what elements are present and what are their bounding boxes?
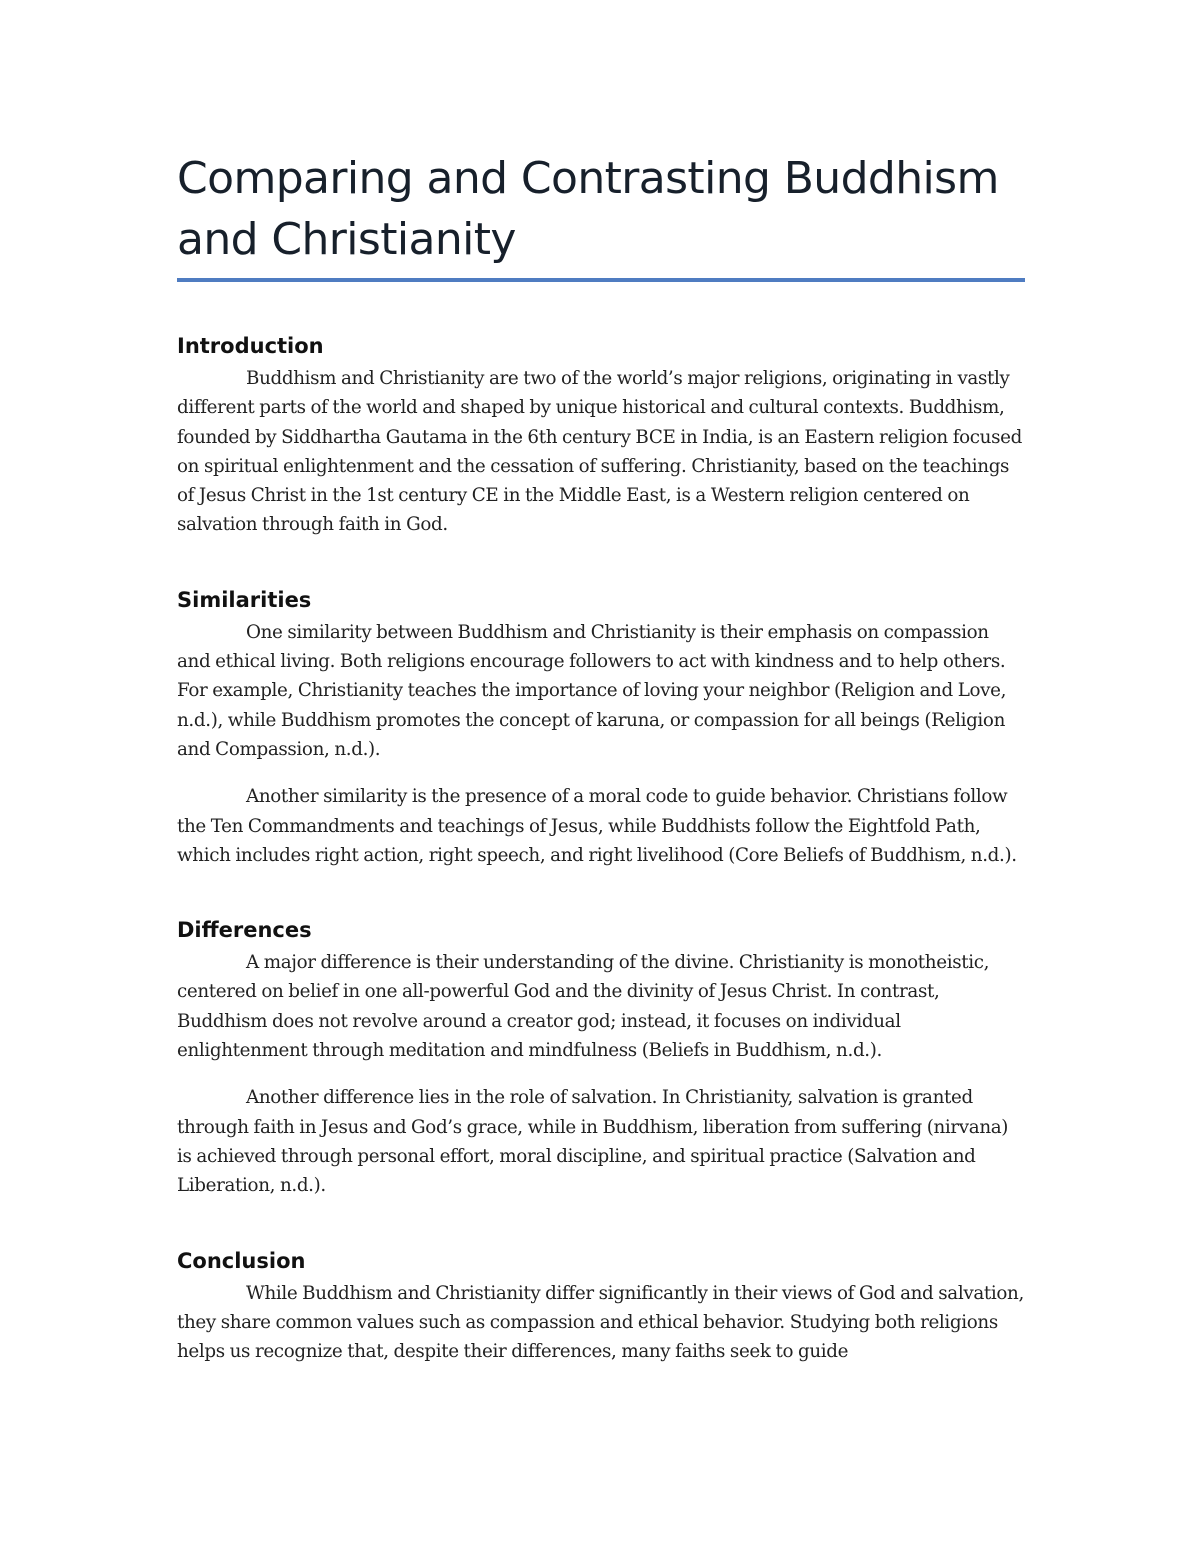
section-introduction xyxy=(177,332,1025,540)
paragraph: One similarity between Buddhism and Christianity is their emphasis on compassion and ethical living. Both religions encourage followers to act with kindness and to help others. For example, Christianity teaches the importance of loving your neighbor (Religion and Love, n.d.), while Buddhism promotes the concept of karuna, or compassion for all beings (Religion and Compassion, n.d.). xyxy=(177,621,1007,760)
paragraph: Another difference lies in the role of salvation. In Christianity, salvation is granted through faith in Jesus and God’s grace, while in Buddhism, liberation from suffering (nirvana) is achieved through personal effort, moral discipline, and spiritual practice (Salvation and Liberation, n.d.). xyxy=(177,1087,1009,1197)
paragraph: A major difference is their understanding of the divine. Christianity is monotheistic, centered on belief in one all-powerful God and the divinity of Jesus Christ. In contrast, Buddhism does not revolve around a creator god; instead, it focuses on individual enlightenment through meditation and mindfulness (Beliefs in Buddhism, n.d.). xyxy=(177,952,990,1062)
section-conclusion xyxy=(177,1247,1025,1367)
section-heading-conclusion: Conclusion xyxy=(177,1248,306,1273)
document-body xyxy=(177,148,1025,1366)
document-title: Comparing and Contrasting Buddhism and Christianity xyxy=(177,153,999,265)
section-similarities xyxy=(177,586,1025,870)
paragraph: While Buddhism and Christianity differ significantly in their views of God and salvation, they share common values such as compassion and ethical behavior. Studying both religions helps us recognize that, despite their differences, many faiths seek to guide xyxy=(177,1282,1024,1363)
section-differences xyxy=(177,916,1025,1200)
section-heading-introduction: Introduction xyxy=(177,334,324,358)
section-heading-similarities: Similarities xyxy=(177,587,312,612)
section-heading-differences: Differences xyxy=(177,918,312,943)
paragraph: Buddhism and Christianity are two of the world’s major religions, originating in vastly different parts of the world and shaped by unique historical and cultural contexts. Buddhism, founded by Siddhartha Gautama in the 6th century BCE in India, is an Eastern religion focused on spiritual enlightenment and the cessation of suffering. Christianity, based on the teachings of Jesus Christ in the 1st century CE in the Middle East, is a Western religion centered on salvation through faith in God. xyxy=(177,368,1022,536)
paragraph: Another similarity is the presence of a moral code to guide behavior. Christians follow the Ten Commandments and teachings of Jesus, while Buddhists follow the Eightfold Path, which includes right action, right speech, and right livelihood (Core Beliefs of Buddhism, n.d.). xyxy=(177,786,1017,866)
title-underline-rule xyxy=(177,278,1025,282)
